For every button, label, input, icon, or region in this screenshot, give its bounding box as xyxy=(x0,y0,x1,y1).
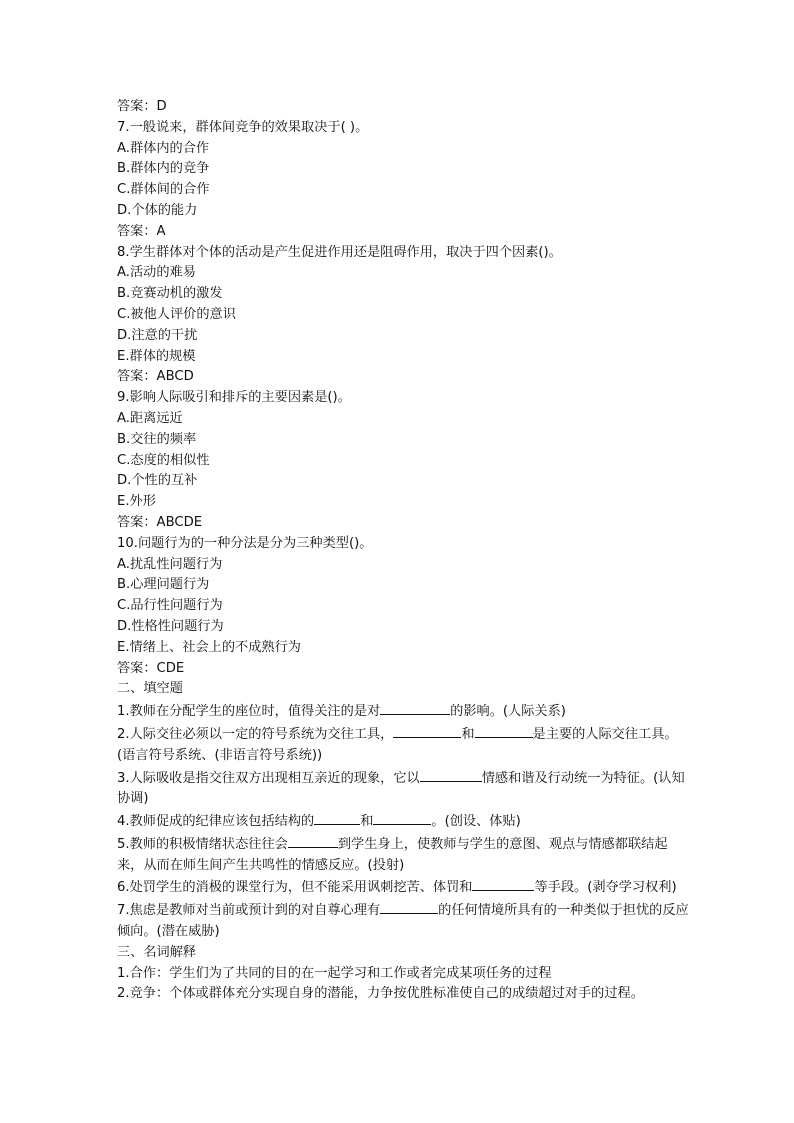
option-c: C.态度的相似性 xyxy=(117,452,210,468)
answer-blank xyxy=(380,700,450,715)
fill-in-question-7 xyxy=(117,899,689,943)
document-page xyxy=(117,97,689,1005)
answer-line: 答案：CDE xyxy=(117,660,185,676)
option-e: E.群体的规模 xyxy=(117,348,196,364)
option-a: A.群体内的合作 xyxy=(117,140,210,156)
section-heading-terms: 三、名词解释 xyxy=(117,944,197,960)
answer-blank xyxy=(472,876,534,891)
fill-in-question-5 xyxy=(117,833,689,877)
answer-blank xyxy=(393,723,461,738)
fill-in-question-2 xyxy=(117,723,689,767)
question-text: 和 xyxy=(461,726,475,742)
answer-blank xyxy=(380,899,438,914)
answer-line: 答案：ABCDE xyxy=(117,514,203,530)
question-text: 。(创设、体贴) xyxy=(431,814,521,830)
answer-line: 答案：D xyxy=(117,99,167,114)
option-d: D.个体的能力 xyxy=(117,202,198,218)
option-c: C.被他人评价的意识 xyxy=(117,306,236,322)
answer-blank xyxy=(373,810,431,825)
option-b: B.竞赛动机的激发 xyxy=(117,286,223,302)
question-text: 2.人际交往必须以一定的符号系统为交往工具， xyxy=(117,726,394,742)
question-text: 1.教师在分配学生的座位时，值得关注的是对 xyxy=(117,704,381,720)
option-d: D.性格性问题行为 xyxy=(117,618,224,634)
answer-blank xyxy=(288,833,338,848)
answer-line: 答案：A xyxy=(117,223,166,239)
question-text: 和 xyxy=(360,814,374,830)
question-text: 是主要的人际交往工具。(语言符号系统、(非语言符号系统)) xyxy=(117,726,678,763)
answer-blank xyxy=(314,810,360,825)
question-text: 的影响。(人际关系) xyxy=(450,704,566,720)
question-text: 等手段。(剥夺学习权利) xyxy=(534,880,677,896)
question-text: 7.焦虑是教师对当前或预计到的对自尊心理有 xyxy=(117,903,381,919)
question-text: 6.处罚学生的消极的课堂行为，但不能采用讽刺挖苦、体罚和 xyxy=(117,880,473,896)
option-a: A.扰乱性问题行为 xyxy=(117,556,223,572)
question-text: 4.教师促成的纪律应该包括结构的 xyxy=(117,814,315,830)
fill-in-question-3 xyxy=(117,767,689,811)
question-text: 3.人际吸收是指交往双方出现相互亲近的现象，它以 xyxy=(117,770,420,786)
answer-line: 答案：ABCD xyxy=(117,369,194,385)
question-7: 7.一般说来，群体间竞争的效果取决于( )。 xyxy=(117,119,369,135)
option-c: C.品行性问题行为 xyxy=(117,598,223,614)
fill-in-question-4 xyxy=(117,810,689,833)
section-heading-fill-in: 二、填空题 xyxy=(117,681,183,697)
option-b: B.心理问题行为 xyxy=(117,577,210,593)
question-9: 9.影响人际吸引和排斥的主要因素是()。 xyxy=(117,390,351,406)
option-e: E.情绪上、社会上的不成熟行为 xyxy=(117,639,301,655)
fill-in-question-6 xyxy=(117,876,689,899)
option-a: A.活动的难易 xyxy=(117,265,196,281)
option-a: A.距离远近 xyxy=(117,410,183,426)
question-8: 8.学生群体对个体的活动是产生促进作用还是阻碍作用，取决于四个因素()。 xyxy=(117,244,562,260)
option-e: E.外形 xyxy=(117,494,156,510)
answer-blank xyxy=(420,767,482,782)
term-definition: 2.竞争：个体或群体充分实现自身的潜能，力争按优胜标准使自己的成绩超过对手的过程。 xyxy=(117,986,644,1002)
option-d: D.注意的干扰 xyxy=(117,327,198,343)
fill-in-question-1 xyxy=(117,700,689,723)
question-text: 5.教师的积极情绪状态往往会 xyxy=(117,836,288,852)
option-c: C.群体间的合作 xyxy=(117,182,210,198)
question-10: 10.问题行为的一种分法是分为三种类型()。 xyxy=(117,535,373,551)
question-text: 到学生身上，使教师与学生的意图、观点与情感都联结起来，从而在师生间产生共鸣性的情感反应。(投射) xyxy=(117,836,668,873)
option-b: B.群体内的竞争 xyxy=(117,161,210,177)
question-text: 情感和谐及行动统一为特征。(认知协调) xyxy=(117,770,685,807)
answer-blank xyxy=(475,723,533,738)
option-d: D.个性的互补 xyxy=(117,473,198,489)
term-definition: 1.合作：学生们为了共同的目的在一起学习和工作或者完成某项任务的过程 xyxy=(117,965,552,981)
option-b: B.交往的频率 xyxy=(117,431,197,447)
question-text: 的任何情境所具有的一种类似于担忧的反应倾向。(潜在威胁) xyxy=(117,903,689,940)
